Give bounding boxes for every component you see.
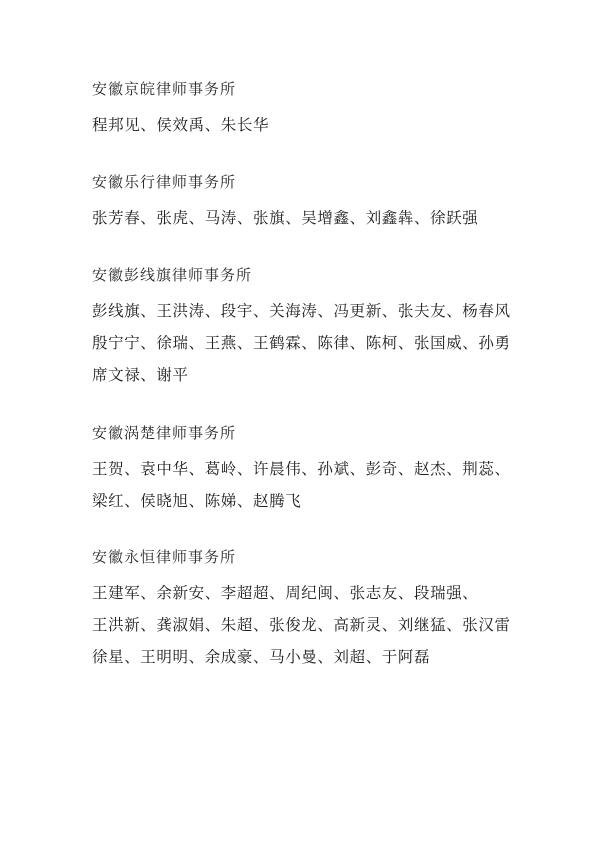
law-firm-section-wochu bbox=[92, 422, 562, 517]
law-firm-section-lexing bbox=[92, 171, 562, 234]
lawyer-names bbox=[92, 202, 562, 234]
names-line: 徐星、王明明、余成豪、马小曼、刘超、于阿磊 bbox=[92, 648, 431, 666]
firm-title: 安徽乐行律师事务所 bbox=[92, 173, 237, 191]
names-line: 王洪新、龚淑娟、朱超、张俊龙、高新灵、刘继猛、张汉雷 bbox=[92, 616, 511, 634]
firm-title: 安徽涡楚律师事务所 bbox=[92, 424, 237, 442]
names-line: 王建军、余新安、李超超、周纪闽、张志友、段瑞强、 bbox=[92, 584, 479, 602]
names-line: 王贺、袁中华、葛岭、许晨伟、孙斌、彭奇、赵杰、荆蕊、 bbox=[92, 460, 511, 478]
names-line: 程邦见、侯效禹、朱长华 bbox=[92, 116, 270, 134]
names-line: 梁红、侯晓旭、陈娣、赵腾飞 bbox=[92, 492, 302, 510]
firm-title: 安徽永恒律师事务所 bbox=[92, 548, 237, 566]
names-line: 殷宁宁、徐瑞、王燕、王鹤霖、陈律、陈柯、张国威、孙勇 bbox=[92, 334, 511, 352]
lawyer-names bbox=[92, 295, 562, 391]
names-line: 彭线旗、王洪涛、段宇、关海涛、冯更新、张夫友、杨春风 bbox=[92, 302, 511, 320]
names-line: 席文禄、谢平 bbox=[92, 366, 189, 384]
firm-title: 安徽彭线旗律师事务所 bbox=[92, 266, 253, 284]
firm-title: 安徽京皖律师事务所 bbox=[92, 80, 237, 98]
law-firm-section-jingwan bbox=[92, 78, 562, 141]
law-firm-section-pengxianqi bbox=[92, 264, 562, 391]
lawyer-names bbox=[92, 577, 562, 673]
lawyer-names bbox=[92, 453, 562, 517]
law-firm-section-yongheng bbox=[92, 546, 562, 673]
names-line: 张芳春、张虎、马涛、张旗、吴增鑫、刘鑫犇、徐跃强 bbox=[92, 209, 479, 227]
lawyer-names bbox=[92, 109, 562, 141]
